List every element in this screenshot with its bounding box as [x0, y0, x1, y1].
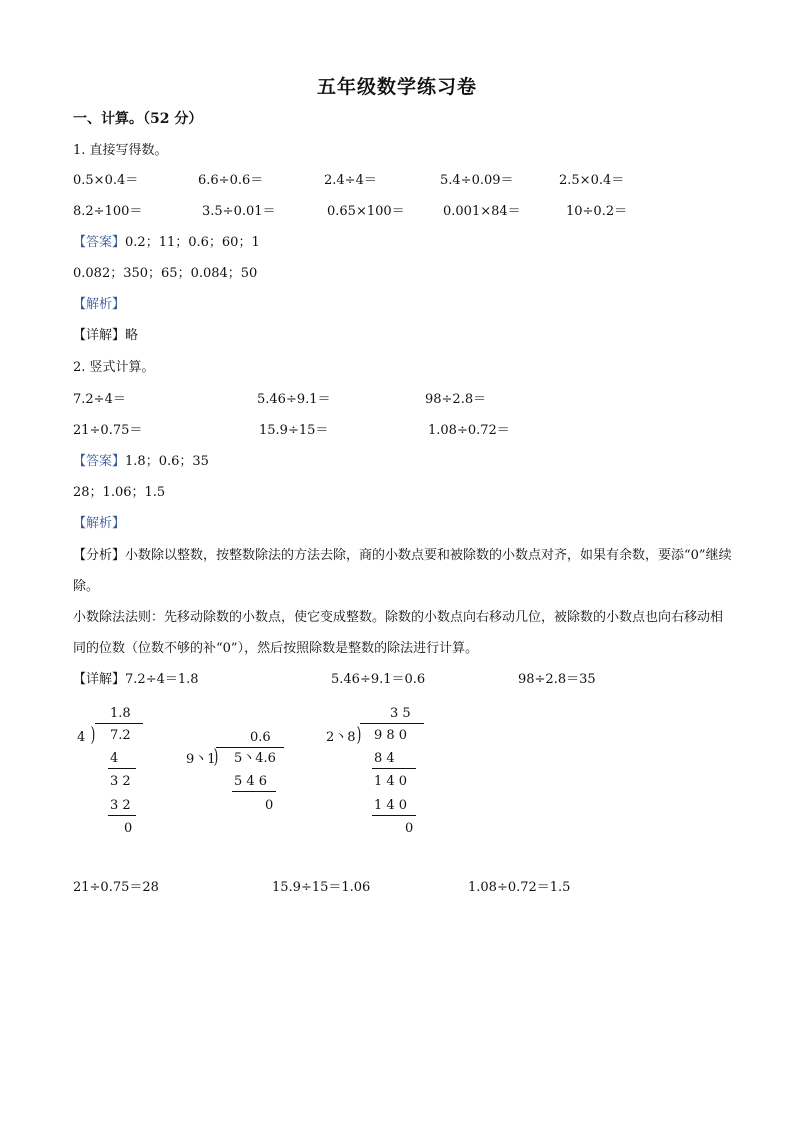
detail-eq: 1.08÷0.72＝1.5 [468, 880, 571, 895]
q1-detail [73, 328, 138, 344]
q1-item: 0.001×84＝ [443, 204, 521, 219]
dividend: 9 8 0 [374, 728, 408, 743]
detail-eq: 5.46÷9.1＝0.6 [331, 672, 426, 687]
q1-item: 5.4÷0.09＝ [440, 173, 514, 188]
detail-tag: 【详解】 [73, 672, 126, 687]
q2-item: 5.46÷9.1＝ [257, 392, 331, 407]
division-bar [216, 747, 284, 748]
q1-answer [73, 235, 260, 251]
step-line [232, 791, 276, 792]
division-bracket: ) [213, 744, 219, 768]
detail-eq: 98÷2.8＝35 [518, 672, 596, 687]
section-heading: 一、计算。（52 分） [73, 111, 203, 127]
detail-eq: 7.2÷4＝1.8 [125, 672, 199, 687]
q1-item: 8.2÷100＝ [73, 204, 143, 219]
division-bracket: ) [356, 722, 362, 746]
q2-answer-line2: 28；1.06；1.5 [73, 485, 166, 500]
q2-item: 21÷0.75＝ [73, 423, 143, 438]
q1-item: 2.4÷4＝ [324, 173, 377, 188]
analysis-tag: 【解析】 [73, 516, 126, 531]
step-product: 8 4 [374, 751, 395, 766]
divisor: 9丶1 [186, 752, 216, 767]
detail-eq: 15.9÷15＝1.06 [272, 880, 371, 895]
q1-answer-line2: 0.082；350；65；0.084；50 [73, 266, 258, 281]
dividend: 7.2 [110, 728, 131, 743]
final-remainder: 0 [265, 798, 274, 813]
step-product: 1 4 0 [374, 798, 408, 813]
analysis-tag: 【解析】 [73, 297, 126, 312]
q2-item: 7.2÷4＝ [73, 392, 126, 407]
q1-item: 3.5÷0.01＝ [202, 204, 276, 219]
detail-eq: 21÷0.75＝28 [73, 880, 159, 895]
step-remainder: 1 4 0 [374, 774, 408, 789]
answer-tag: 【答案】 [73, 454, 126, 469]
quotient: 0.6 [250, 730, 271, 745]
q1-item: 0.65×100＝ [327, 204, 405, 219]
step-product: 3 2 [110, 798, 131, 813]
page-title: 五年级数学练习卷 [316, 76, 477, 98]
answer-text: 0.2；11；0.6；60；1 [125, 235, 260, 250]
q2-prompt: 2. 竖式计算。 [73, 360, 155, 375]
division-bar [95, 723, 143, 724]
step-product: 4 [110, 751, 119, 766]
q1-item: 2.5×0.4＝ [559, 173, 625, 188]
step-line [108, 768, 136, 769]
q1-item: 10÷0.2＝ [566, 204, 628, 219]
step-product: 5 4 6 [234, 774, 268, 789]
division-bracket: ) [90, 722, 96, 746]
division-rule-paragraph: 小数除法法则：先移动除数的小数点，使它变成整数。除数的小数点向右移动几位，被除数的小数点也向右移动相同的位数（位数不够的补“0”），然后按照除数是整数的除法进行计算。 [73, 610, 724, 656]
detail-tag: 【详解】 [73, 328, 126, 343]
final-remainder: 0 [405, 821, 414, 836]
q2-answer [73, 454, 209, 470]
answer-text: 1.8；0.6；35 [125, 454, 209, 469]
divisor: 4 [77, 730, 86, 745]
q2-item: 15.9÷15＝ [259, 423, 329, 438]
step-line [372, 815, 416, 816]
analysis-paragraph [73, 540, 733, 602]
q1-prompt: 1. 直接写得数。 [73, 143, 168, 158]
detail-text: 略 [125, 328, 139, 343]
quotient: 3 5 [390, 706, 411, 721]
quotient: 1.8 [110, 706, 131, 721]
q1-item: 0.5×0.4＝ [73, 173, 139, 188]
divisor: 2丶8 [326, 730, 356, 745]
q1-item: 6.6÷0.6＝ [198, 173, 264, 188]
step-line [108, 815, 136, 816]
fenxi-tag: 【分析】 [73, 548, 126, 563]
final-remainder: 0 [124, 821, 133, 836]
q2-detail [73, 672, 199, 688]
q2-item: 1.08÷0.72＝ [428, 423, 510, 438]
fenxi-text: 小数除以整数，按整数除法的方法去除，商的小数点要和被除数的小数点对齐，如果有余数，要添“0”继续除。 [73, 548, 732, 594]
division-bar [360, 723, 424, 724]
dividend: 5丶4.6 [234, 751, 276, 766]
answer-tag: 【答案】 [73, 235, 126, 250]
q2-item: 98÷2.8＝ [425, 392, 487, 407]
step-line [372, 768, 416, 769]
step-remainder: 3 2 [110, 774, 131, 789]
